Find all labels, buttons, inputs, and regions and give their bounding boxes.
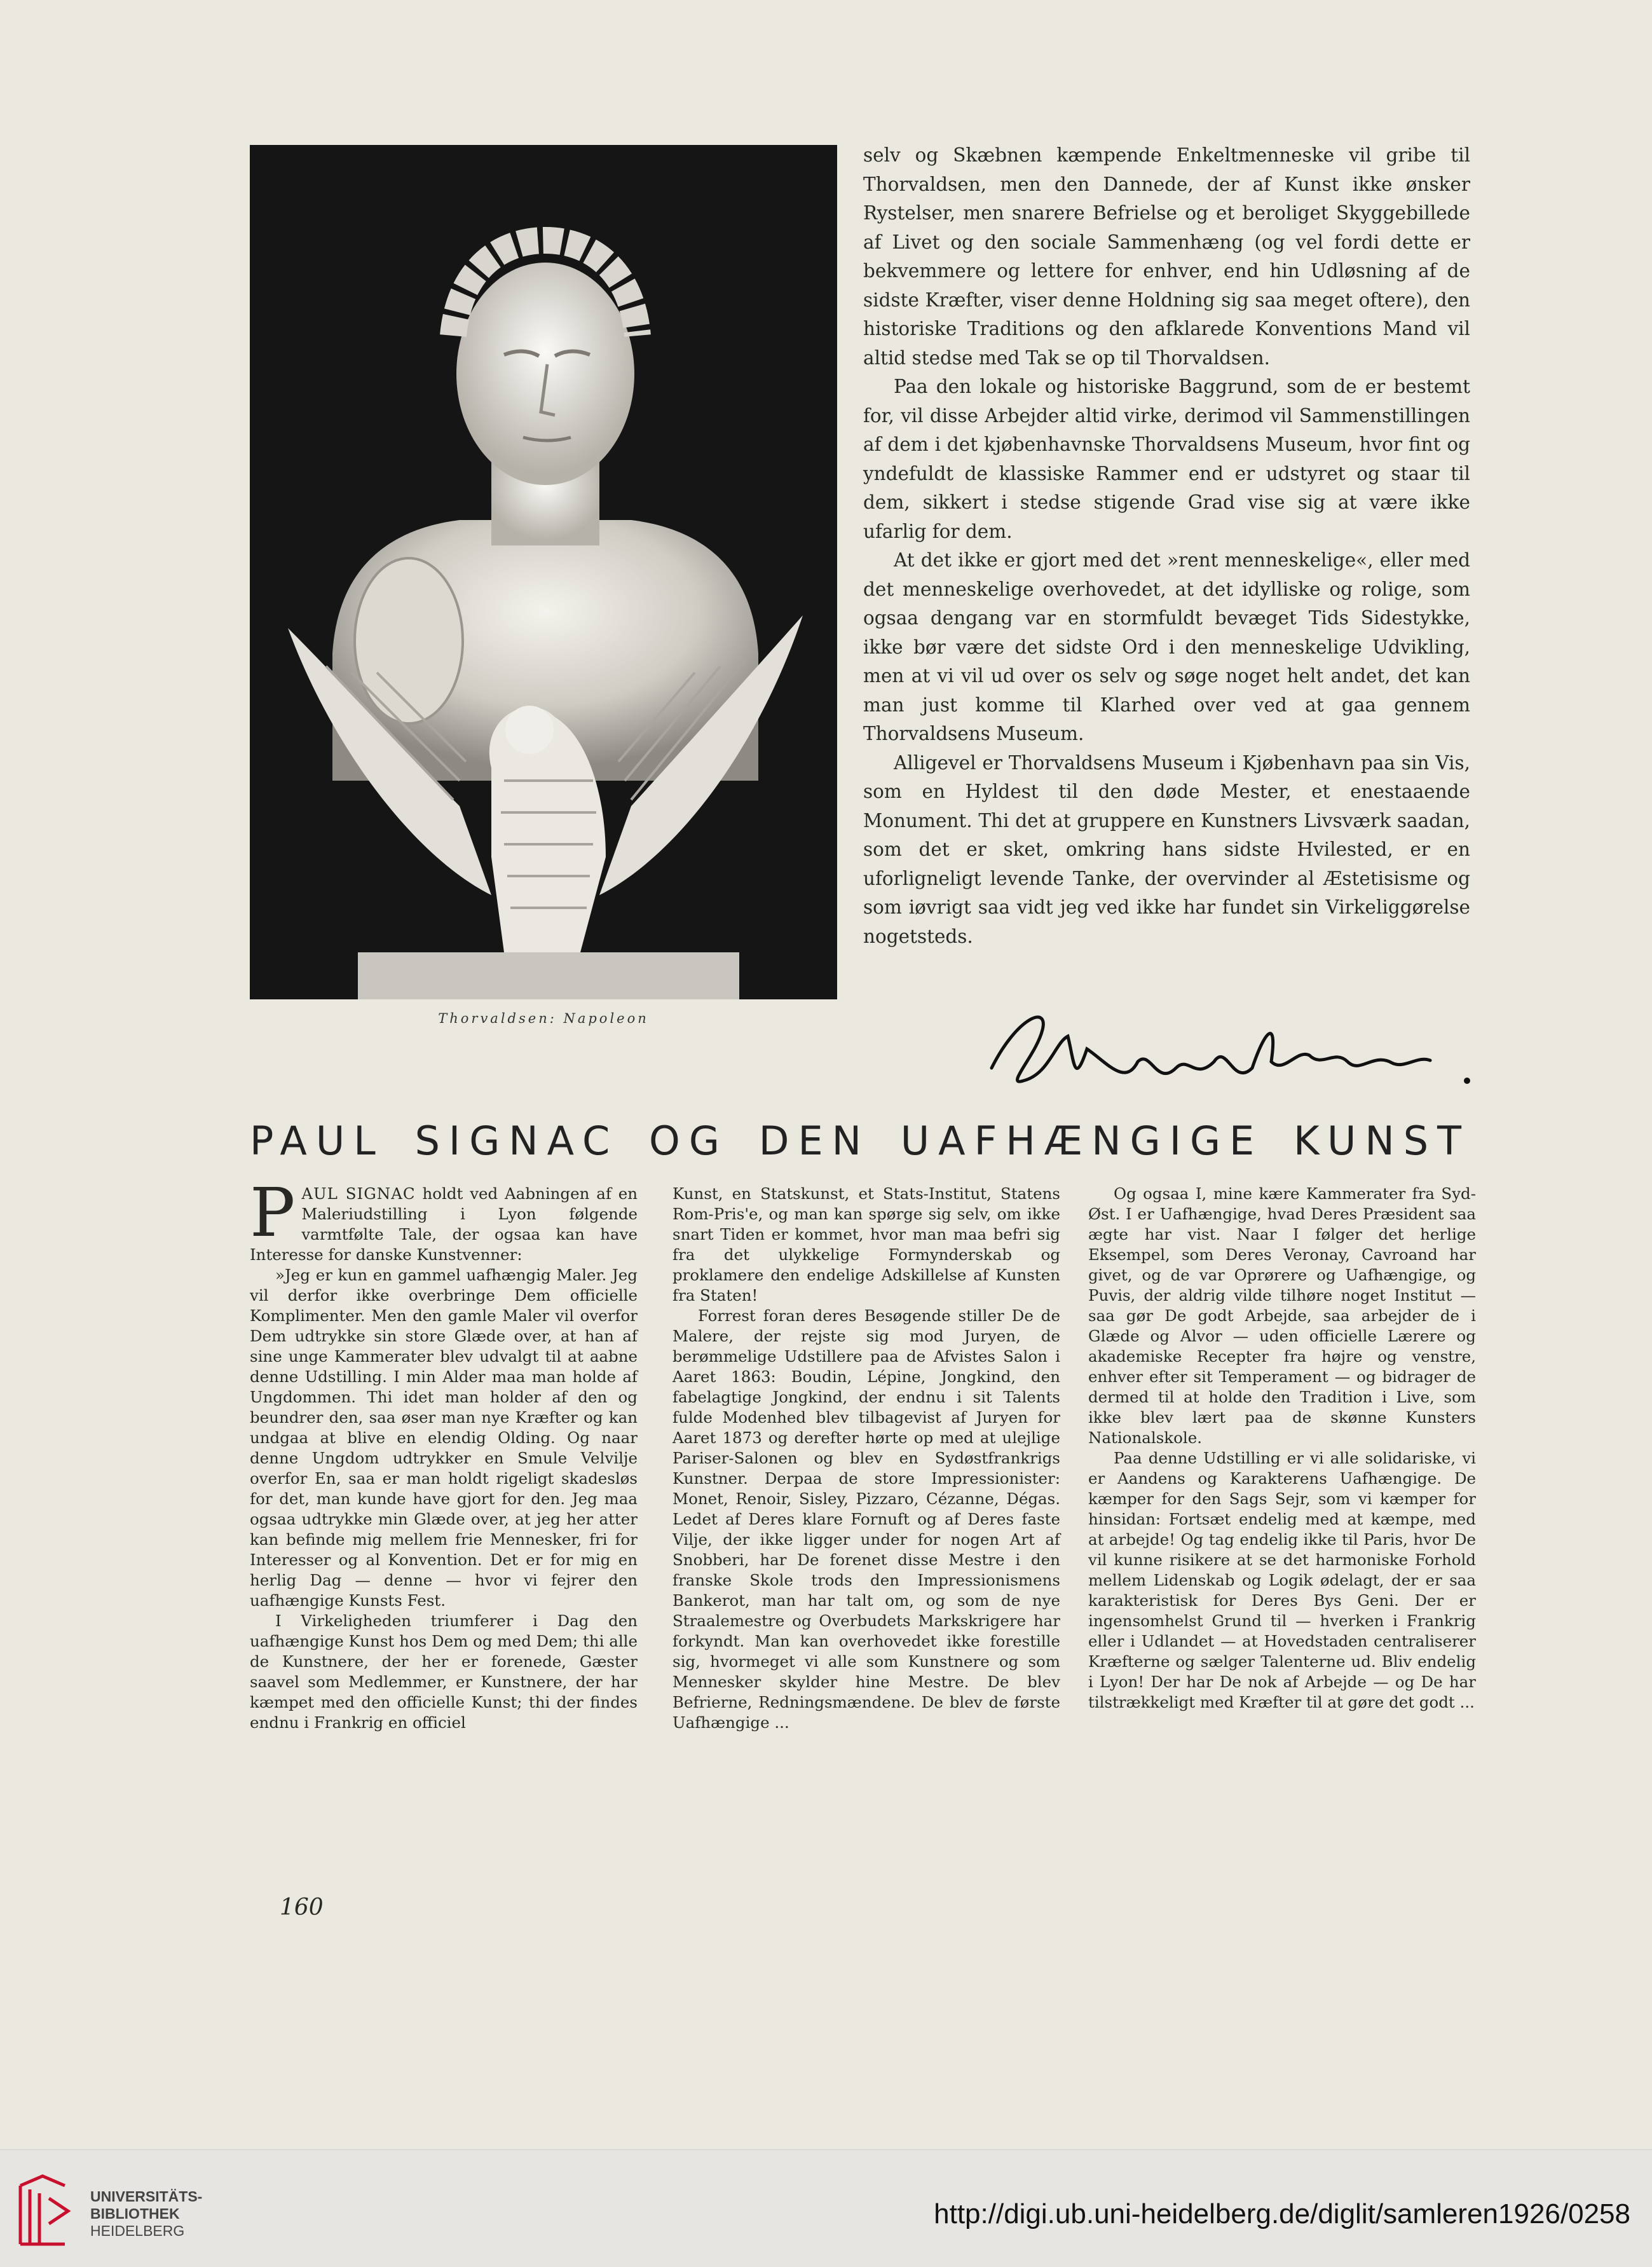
handwritten-signature xyxy=(979,992,1481,1100)
source-url-link[interactable]: http://digi.ub.uni-heidelberg.de/diglit/samleren1926/0258 xyxy=(934,2198,1630,2229)
article-column-2 xyxy=(672,1184,1060,1733)
paragraph: Paa denne Udstilling er vi alle solidariske, vi er Aandens og Karakterens Uafhængige. De kæmper for den Sags Sejr, som vi kæmper for hinsidan: Fortsæt endelig med at kæmpe, med at arbejde! Og tag endelig ikke til Paris, hvor De vil kunne risikere at se det harmoniske Forhold mellem Lidenskab og Logik ødelagt, der er saa karakteristisk for Deres Bys Geni. Der er ingensomhelst Grund til — hverken i Frankrig eller i Udlandet — at Hovedstaden centraliserer Kræfterne og sælger Talenterne ud. Bliv endelig i Lyon! Der har De nok af Arbejde — og De har tilstrækkeligt med Kræfter til at gøre det godt ... xyxy=(1088,1449,1476,1711)
drop-cap: P xyxy=(250,1174,296,1252)
paragraph: Kunst, en Statskunst, et Stats-Institut, Statens Rom-Pris'e, og man kan spørge sig selv, om ikke snart Tiden er kommet, hvor man maa befri sig fra det ulykkelige Formynderskab og proklamere den endelige Adskillelse af Kunsten fra Staten! xyxy=(672,1184,1060,1305)
paragraph: PAUL SIGNAC holdt ved Aabningen af en Maleriudstilling i Lyon følgende varmtfølte Tale, der ogsaa kan have Interesse for danske Kunstvenner: xyxy=(250,1174,638,1264)
library-name: UNIVERSITÄTS- BIBLIOTHEK HEIDELBERG xyxy=(90,2188,203,2239)
paragraph: Paa den lokale og historiske Baggrund, som de er bestemt for, vil disse Arbejder altid virke, derimod vil Sammenstillingen af dem i det kjøbenhavnske Thorvaldsens Museum, hvor fint og yndefuldt de klassiske Rammer end er udstyret og staar til dem, sikkert i stedse stigende Grad vise sig at være ikke ufarlig for dem. xyxy=(863,376,1470,542)
paragraph: Forrest foran deres Besøgende stiller De de Malere, der rejste sig mod Juryen, de berømmelige Udstillere paa de Afvistes Salon i Aaret 1863: Boudin, Lépine, Jongkind, den fabelagtige Jongkind, der endnu i sit Talents fulde Modenhed blev tilbagevist af Juryen for Aaret 1873 og derefter hørte op med at ulejlige Pariser-Salonen og blev en Sydøstfrankrigs Kunstner. Derpaa de store Impressionister: Monet, Renoir, Sisley, Pizzaro, Cézanne, Dégas. Ledet af Deres klare Fornuft og af Deres faste Vilje, der ikke ligger under for nogen Art af Snobberi, har De forenet disse Mestre i den franske Skole trods den Impressionismens Bankerot, man har talt om, og som de nye Straalemestre og Overbudets Markskrigere har forkyndt. Man kan overhovedet ikke forestille sig, hvormeget vi alle som Kunstnere og som Mennesker skylder hine Mestre. De blev Befrierne, Redningsmændene. De blev de første Uafhængige ... xyxy=(672,1306,1060,1732)
article-column-1 xyxy=(250,1174,638,1733)
paragraph: I Virkeligheden triumferer i Dag den uafhængige Kunst hos Dem og med Dem; thi alle de Kunstnere, der her er forenede, Gæster saavel som Medlemmer, er Kunstnere, der har kæmpet med den officielle Kunst; thi der findes endnu i Frankrig en officiel xyxy=(250,1612,638,1732)
paragraph: »Jeg er kun en gammel uafhængig Maler. Jeg vil derfor ikke overbringe Dem officielle Komplimenter. Men den gamle Maler vil overfor Dem udtrykke sin store Glæde over, at han af sine unge Kammerater blev udvalgt til at aabne denne Udstilling. I min Alder maa man holde af Ungdommen. Thi idet man holder af den og beundrer den, saa øser man nye Kræfter og kan undgaa at blive en elendig Olding. Og naar denne Ungdom udtrykker en Smule Velvilje overfor En, saa er man holdt rigeligt skadesløs for det, man kunde have gjort for den. Jeg maa ogsaa udtrykke min Glæde over, at jeg her atter kan befinde mig mellem frie Mennesker, fri for Interesser og al Konvention. Det er for mig en herlig Dag — denne — hvor vi fejrer den uafhængige Kunsts Fest. xyxy=(250,1266,638,1610)
article-headline: PAUL SIGNAC OG DEN UAFHÆNGIGE KUNST xyxy=(250,1118,1470,1164)
paragraph: At det ikke er gjort med det »rent menneskelige«, eller med det menneskelige overhovedet, at det idylliske og rolige, som ogsaa dengang var en stormfuldt bevæget Tids Sidestykke, ikke bør være det sidste Ord i den menneskelige Udvikling, men at vi vil ud over os selv og søge noget helt andet, det kan man just komme til Klarhed over ved at gaa gennem Thorvaldsens Museum. xyxy=(863,549,1470,744)
page-number: 160 xyxy=(280,1894,324,1921)
paragraph: Alligevel er Thorvaldsens Museum i Kjøbenhavn paa sin Vis, som en Hyldest til den døde Mester, et enestaaende Monument. Thi det at gruppere en Kunstners Livsværk saadan, som det er sket, omkring hans sidste Hvilested, er en uforligneligt levende Tanke, der overvinder al Æstetisisme og som iøvrigt saa vidt jeg ved ikke har fundet sin Virkeliggørelse nogetsteds. xyxy=(863,751,1470,947)
lead-caps: AUL SIGNAC xyxy=(301,1184,416,1203)
paragraph: selv og Skæbnen kæmpende Enkeltmenneske vil gribe til Thorvaldsen, men den Dannede, der af Kunst ikke ønsker Rystelser, men snarere Befrielse og et beroliget Skyggebillede af Livet og den sociale Sammenhæng (og vel fordi dette er bekvemmere og lettere for enhver, end hin Udløsning af de sidste Kræfter, viser denne Holdning sig saa meget oftere), den historiske Traditions og den afklarede Konventions Mand vil altid stedse med Tak se op til Thorvaldsen. xyxy=(863,144,1470,369)
library-footer xyxy=(0,2149,1652,2267)
bust-photo-icon xyxy=(250,145,837,999)
top-text-column xyxy=(863,141,1470,951)
article-column-3 xyxy=(1088,1184,1476,1713)
figure-caption: Thorvaldsen: Napoleon xyxy=(438,1011,649,1026)
paragraph: Og ogsaa I, mine kære Kammerater fra Syd-Øst. I er Uafhængige, hvad Deres Præsident saa ægte har vist. Naar I følger det herlige Eksempel, som Deres Veronay, Cavroand har givet, og de var Oprørere og Uafhængige, og Puvis, der aldrig vilde tilhøre noget Institut — saa gør De godt Arbejde, saa arbejder de i Glæde og Alvor — uden officielle Lærere og akademiske Recepter fra højre og venstre, enhver efter sit Temperament — og bidrager de dermed til at holde den Tradition i Live, som ikke blev lært paa de skønne Kunsters Nationalskole. xyxy=(1088,1184,1476,1447)
napoleon-bust-photo xyxy=(250,145,837,999)
library-logo-icon[interactable] xyxy=(14,2173,71,2248)
